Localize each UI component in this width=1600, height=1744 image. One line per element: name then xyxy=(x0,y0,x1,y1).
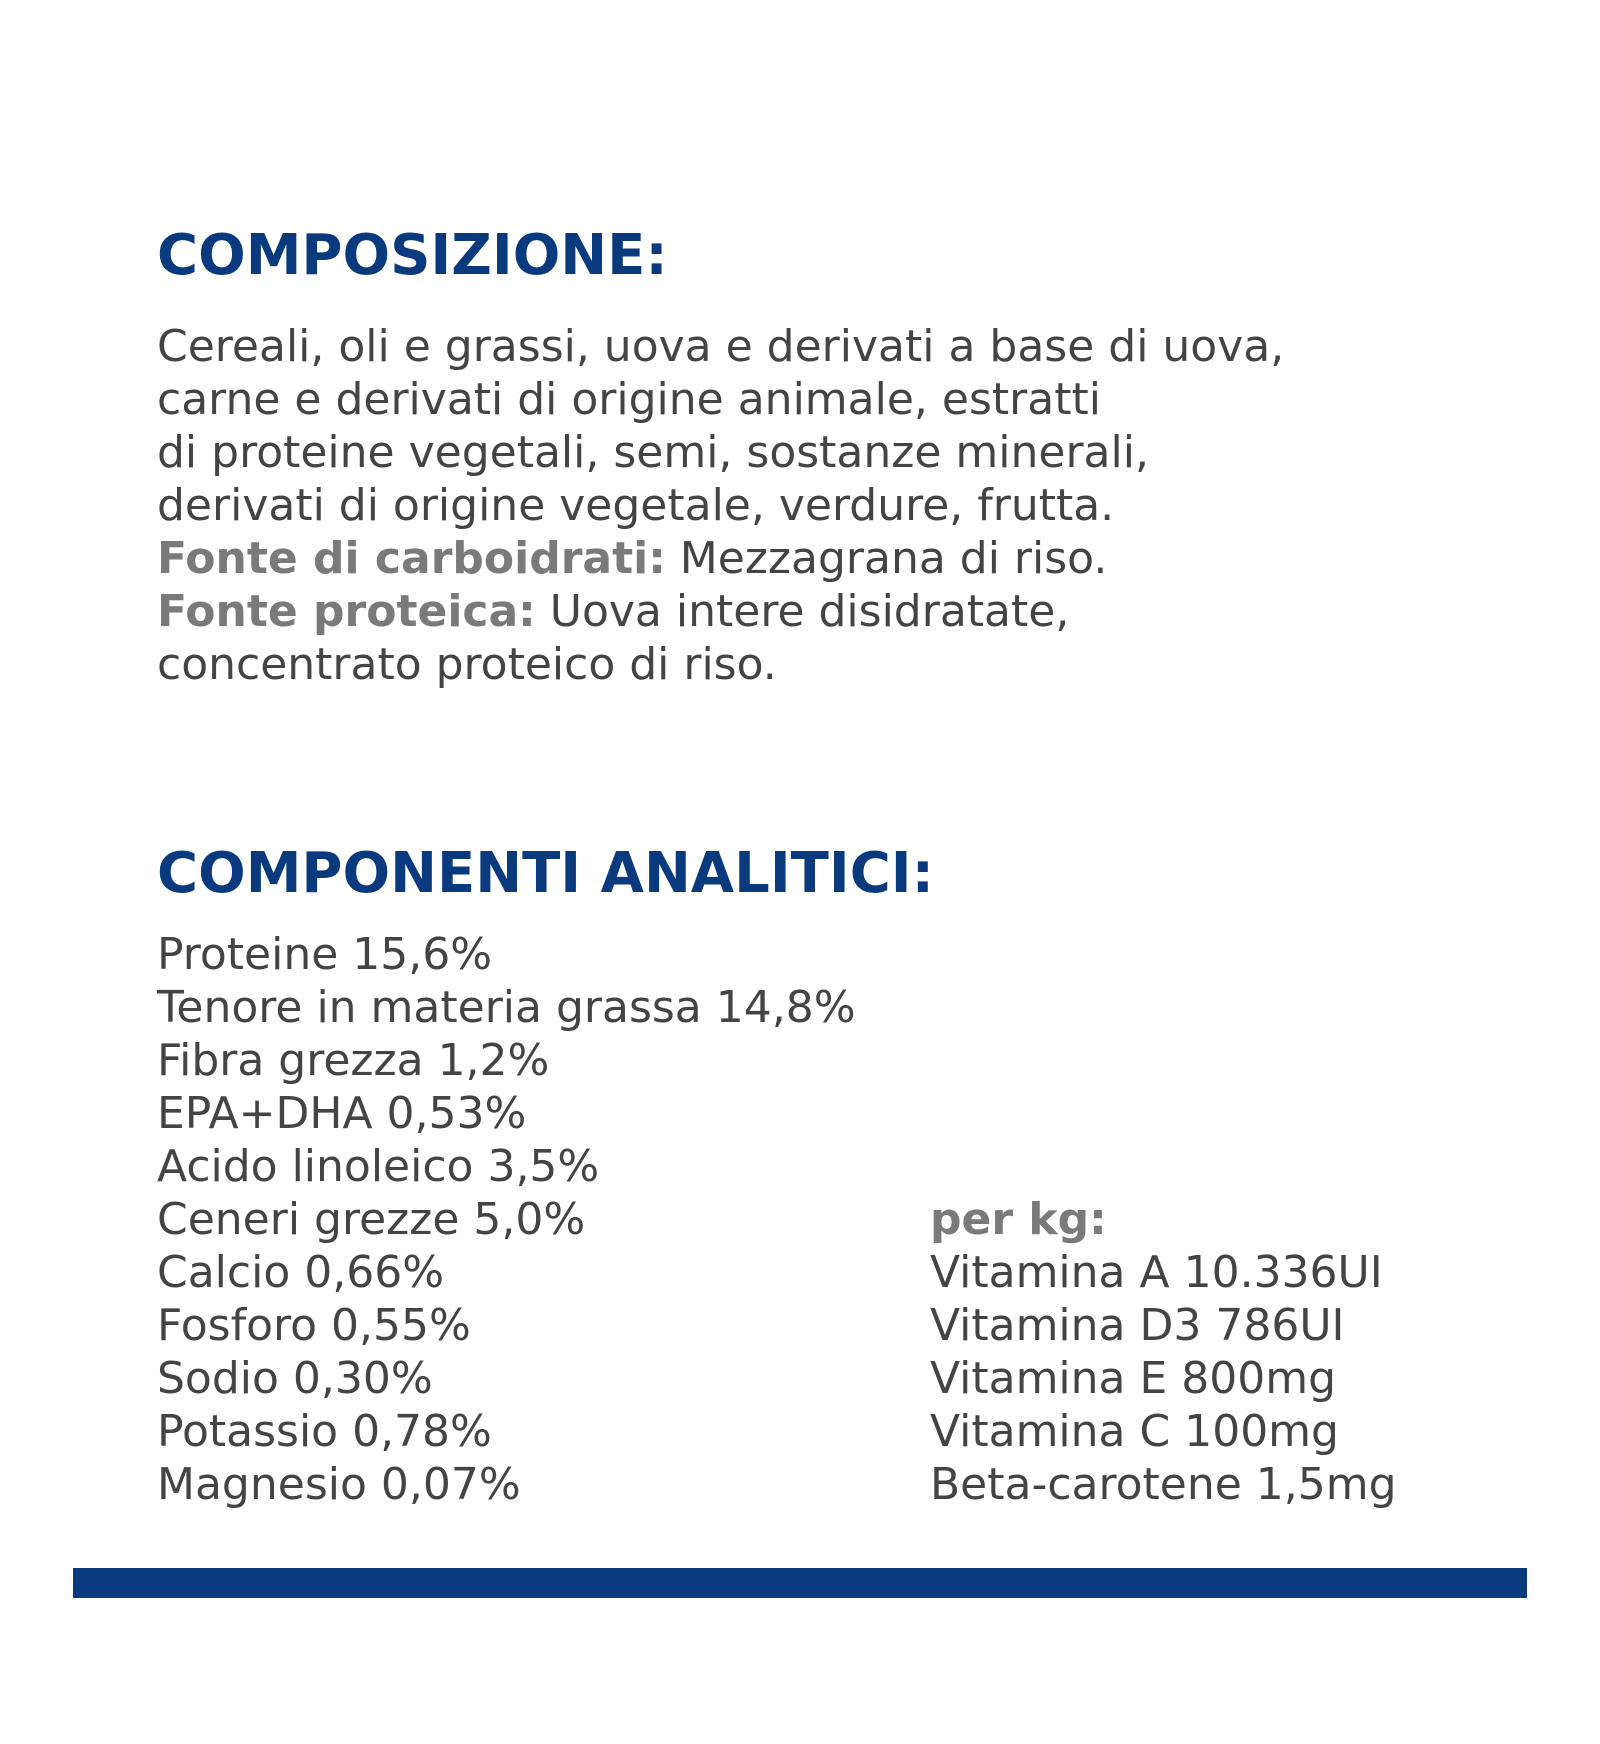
analytic-item: Calcio 0,66% xyxy=(157,1247,445,1298)
composition-line: derivati di origine vegetale, verdure, frutta. xyxy=(157,480,1115,531)
carbohydrate-source-line xyxy=(157,532,1284,585)
composition-line: Cereali, oli e grassi, uova e derivati a base di uova, xyxy=(157,321,1285,372)
analytic-item: Fibra grezza 1,2% xyxy=(157,1035,550,1086)
analytic-item: Tenore in materia grassa 14,8% xyxy=(157,982,856,1033)
vitamin-item: Vitamina E 800mg xyxy=(930,1353,1337,1404)
analytic-item: Sodio 0,30% xyxy=(157,1353,433,1404)
protein-source-label: Fonte proteica: xyxy=(157,586,536,637)
carbohydrate-source-label: Fonte di carboidrati: xyxy=(157,533,666,584)
analytic-item: Ceneri grezze 5,0% xyxy=(157,1194,586,1245)
composition-line: di proteine vegetali, semi, sostanze minerali, xyxy=(157,427,1149,478)
vitamin-item: Vitamina D3 786UI xyxy=(930,1300,1345,1351)
analytic-item: Acido linoleico 3,5% xyxy=(157,1141,600,1192)
analytic-item: Proteine 15,6% xyxy=(157,929,493,980)
analytic-item: Magnesio 0,07% xyxy=(157,1459,521,1510)
vitamin-list xyxy=(930,1246,1397,1511)
protein-source-line-2: concentrato proteico di riso. xyxy=(157,639,777,690)
composition-line: carne e derivati di origine animale, estratti xyxy=(157,374,1101,425)
per-kg-title: per kg: xyxy=(930,1194,1107,1245)
analytic-heading: COMPONENTI ANALITICI: xyxy=(157,841,935,906)
carbohydrate-source-value: Mezzagrana di riso. xyxy=(665,533,1108,584)
bottom-divider-bar xyxy=(73,1568,1527,1598)
protein-source-line xyxy=(157,585,1284,638)
composition-block xyxy=(157,320,1284,691)
composition-heading: COMPOSIZIONE: xyxy=(157,223,668,288)
analytic-components-list xyxy=(157,928,856,1511)
analytic-item: Fosforo 0,55% xyxy=(157,1300,471,1351)
protein-source-value: Uova intere disidratate, xyxy=(535,586,1070,637)
vitamin-item: Beta-carotene 1,5mg xyxy=(930,1459,1397,1510)
vitamin-item: Vitamina A 10.336UI xyxy=(930,1247,1383,1298)
analytic-item: EPA+DHA 0,53% xyxy=(157,1088,527,1139)
vitamin-item: Vitamina C 100mg xyxy=(930,1406,1339,1457)
analytic-item: Potassio 0,78% xyxy=(157,1406,492,1457)
per-kg-block xyxy=(930,1193,1397,1511)
